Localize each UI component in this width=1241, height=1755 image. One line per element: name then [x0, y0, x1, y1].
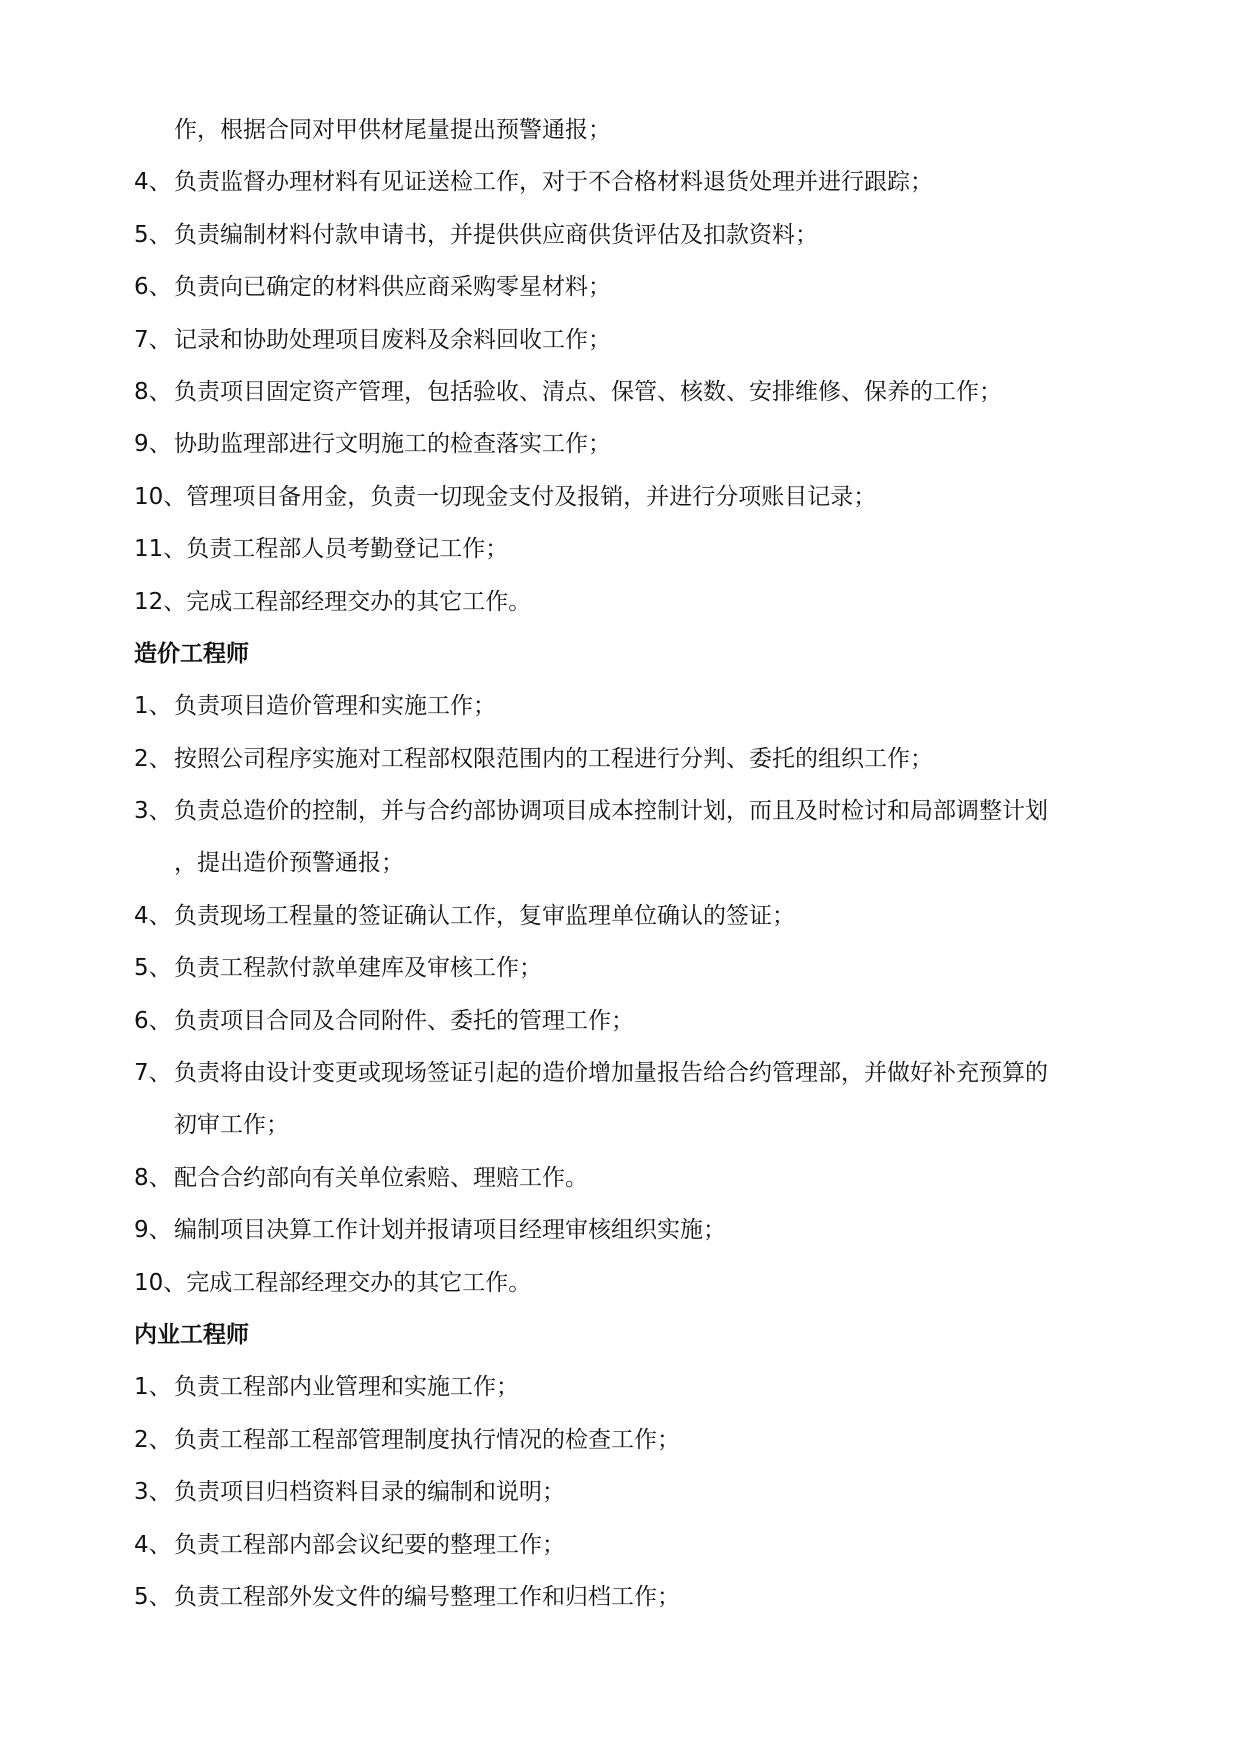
item-text: 负责总造价的控制，并与合约部协调项目成本控制计划，而且及时检讨和局部调整计划 [174, 798, 1048, 825]
item-text: 完成工程部经理交办的其它工作。 [186, 588, 532, 615]
item-text: 负责将由设计变更或现场签证引起的造价增加量报告给合约管理部，并做好补充预算的 [174, 1060, 1048, 1087]
item-text: 负责项目固定资产管理，包括验收、清点、保管、核数、安排维修、保养的工作； [174, 378, 1002, 405]
item-text: 负责工程款付款单建库及审核工作； [174, 955, 542, 982]
list-item [134, 1466, 1134, 1518]
item-text: 按照公司程序实施对工程部权限范围内的工程进行分判、委托的组织工作； [174, 745, 933, 772]
item-number: 4、 [134, 1531, 172, 1558]
item-number: 8、 [134, 1164, 172, 1191]
list-item [134, 523, 1134, 575]
list-item [134, 995, 1134, 1047]
item-number: 4、 [134, 902, 172, 929]
item-number: 2、 [134, 1426, 172, 1453]
item-number: 4、 [134, 169, 172, 196]
item-text: 负责工程部内部会议纪要的整理工作； [174, 1531, 565, 1558]
item-text: 协助监理部进行文明施工的检查落实工作； [174, 431, 611, 458]
item-text: 负责监督办理材料有见证送检工作，对于不合格材料退货处理并进行跟踪； [174, 169, 933, 196]
item-text: 完成工程部经理交办的其它工作。 [186, 1269, 532, 1296]
item-text: 负责工程部工程部管理制度执行情况的检查工作； [174, 1426, 680, 1453]
item-text: 负责项目归档资料目录的编制和说明； [174, 1479, 565, 1506]
item-number: 9、 [134, 431, 172, 458]
list-item [134, 1519, 1134, 1571]
item-number: 9、 [134, 1217, 172, 1244]
list-item [134, 418, 1134, 470]
list-item [134, 1257, 1134, 1309]
item-text: 管理项目备用金，负责一切现金支付及报销，并进行分项账目记录； [186, 483, 877, 510]
list-item [134, 471, 1134, 523]
list-item [134, 1361, 1134, 1413]
item-number: 2、 [134, 745, 172, 772]
list-item [134, 1047, 1134, 1099]
list-item [134, 209, 1134, 261]
item-number: 11、 [134, 536, 187, 563]
item-number: 1、 [134, 693, 172, 720]
list-item [134, 366, 1134, 418]
list-item-continuation: 初审工作； [174, 1112, 289, 1139]
list-item-continuation: ，提出造价预警通报； [174, 850, 404, 877]
list-item [134, 576, 1134, 628]
item-text: 负责编制材料付款申请书，并提供供应商供货评估及扣款资料； [174, 221, 818, 248]
list-item [134, 1414, 1134, 1466]
item-number: 10、 [134, 1269, 187, 1296]
item-number: 12、 [134, 588, 187, 615]
item-number: 6、 [134, 274, 172, 301]
item-number: 10、 [134, 483, 187, 510]
item-number: 5、 [134, 955, 172, 982]
section-heading: 内业工程师 [134, 1321, 249, 1348]
list-item [134, 1204, 1134, 1256]
list-item [134, 1571, 1134, 1623]
list-item [134, 733, 1134, 785]
item-number: 7、 [134, 326, 172, 353]
item-number: 8、 [134, 378, 172, 405]
item-text: 负责工程部外发文件的编号整理工作和归档工作； [174, 1583, 680, 1610]
section-office-engineer [134, 1309, 1134, 1623]
item-number: 7、 [134, 1060, 172, 1087]
list-item [134, 890, 1134, 942]
list-item [134, 942, 1134, 994]
list-item [134, 261, 1134, 313]
item-number: 6、 [134, 1007, 172, 1034]
list-item [134, 680, 1134, 732]
section-material-duties [134, 156, 1134, 628]
list-item [134, 314, 1134, 366]
item-text: 负责工程部内业管理和实施工作； [174, 1374, 519, 1401]
document-body [134, 104, 1134, 1623]
list-item [134, 785, 1134, 837]
item-number: 1、 [134, 1374, 172, 1401]
item-text: 编制项目决算工作计划并报请项目经理审核组织实施； [174, 1217, 726, 1244]
item-text: 负责现场工程量的签证确认工作，复审监理单位确认的签证； [174, 902, 795, 929]
item-text: 配合合约部向有关单位索赔、理赔工作。 [174, 1164, 588, 1191]
item-text: 负责向已确定的材料供应商采购零星材料； [174, 274, 611, 301]
item-text: 负责项目造价管理和实施工作； [174, 693, 496, 720]
item-number: 3、 [134, 1479, 172, 1506]
item-text: 负责项目合同及合同附件、委托的管理工作； [174, 1007, 634, 1034]
item-text: 负责工程部人员考勤登记工作； [186, 536, 509, 563]
list-item [134, 156, 1134, 208]
item-number: 3、 [134, 798, 172, 825]
item-number: 5、 [134, 1583, 172, 1610]
list-item [134, 1152, 1134, 1204]
item-text: 记录和协助处理项目废料及余料回收工作； [174, 326, 611, 353]
section-heading: 造价工程师 [134, 640, 249, 667]
item-number: 5、 [134, 221, 172, 248]
continuation-line: 作，根据合同对甲供材尾量提出预警通报； [174, 117, 611, 143]
section-cost-engineer [134, 628, 1134, 1309]
